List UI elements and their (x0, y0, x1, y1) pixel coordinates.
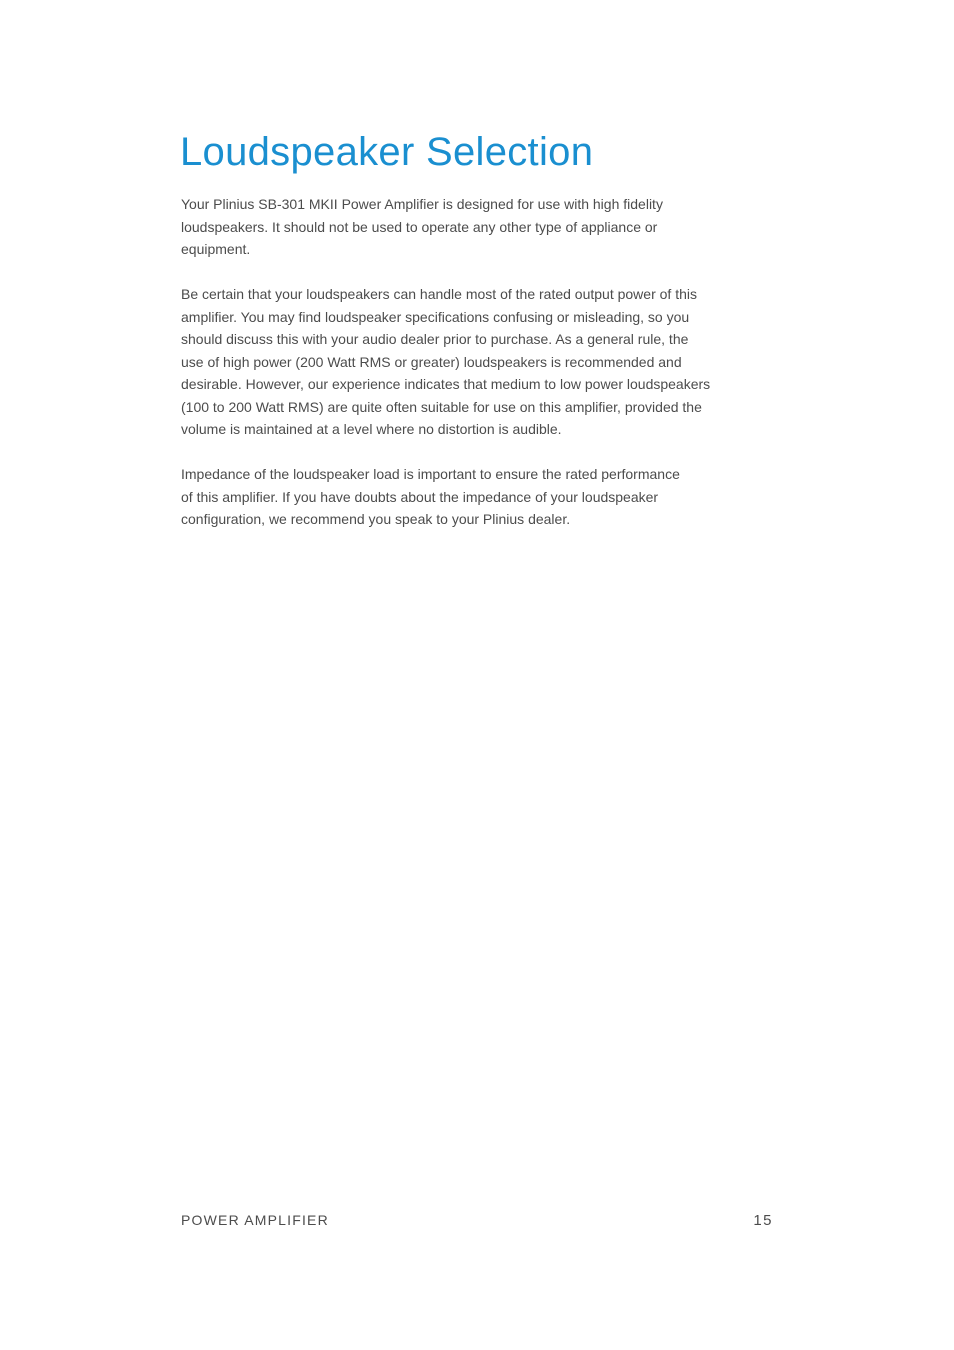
paragraph-line: Impedance of the loudspeaker load is important to ensure the rated performance (181, 466, 680, 482)
paragraph-line: should discuss this with your audio dealer prior to purchase. As a general rule, the (181, 331, 689, 347)
paragraph-line: use of high power (200 Watt RMS or greater) loudspeakers is recommended and (181, 353, 682, 370)
paragraph-line: amplifier. You may find loudspeaker specifications confusing or misleading, so you (181, 308, 690, 325)
paragraph-intended-use (181, 193, 781, 261)
footer-section-label: POWER AMPLIFIER (181, 1212, 329, 1228)
paragraph-impedance (181, 463, 781, 531)
page-title: Loudspeaker Selection (180, 130, 594, 174)
paragraph-line: configuration, we recommend you speak to your Plinius dealer. (181, 511, 571, 527)
paragraph-line: of this amplifier. If you have doubts about the impedance of your loudspeaker (181, 488, 659, 505)
paragraph-line: Your Plinius SB-301 MKII Power Amplifier is designed for use with high fidelity (181, 196, 663, 212)
paragraph-line: loudspeakers. It should not be used to operate any other type of appliance or (181, 218, 658, 235)
paragraph-line: (100 to 200 Watt RMS) are quite often suitable for use on this amplifier, provided the (181, 398, 702, 415)
paragraph-line: Be certain that your loudspeakers can handle most of the rated output power of this (181, 286, 697, 302)
footer-page-number: 15 (753, 1212, 773, 1229)
paragraph-power-handling (181, 283, 781, 441)
body-text (181, 193, 781, 553)
paragraph-line: equipment. (181, 241, 251, 257)
paragraph-line: desirable. However, our experience indicates that medium to low power loudspeakers (181, 376, 711, 392)
paragraph-line: volume is maintained at a level where no distortion is audible. (181, 421, 562, 437)
